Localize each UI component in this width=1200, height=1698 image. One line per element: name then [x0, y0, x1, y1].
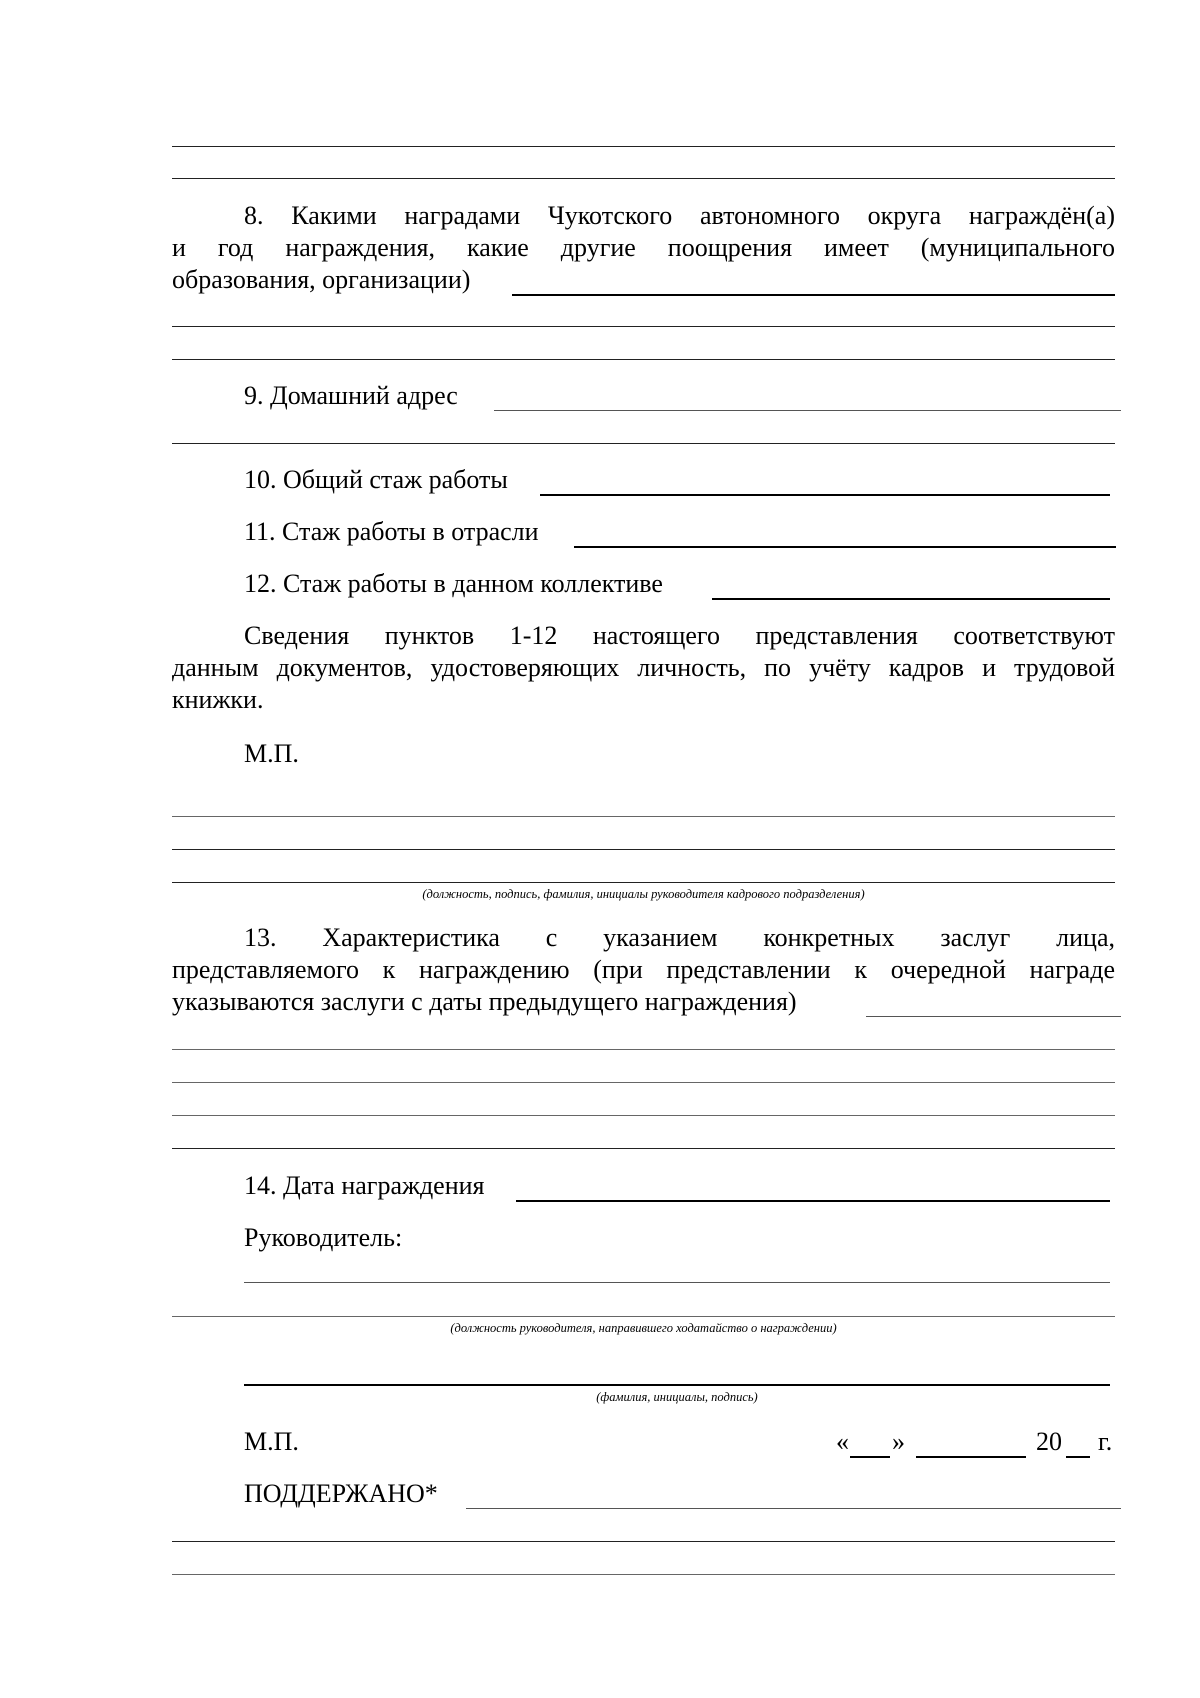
date-year-line[interactable] [1066, 1456, 1090, 1458]
supported-input-line[interactable] [466, 1508, 1121, 1509]
section-13-line-2: представляемого к награждению (при представлении к очередной награде [172, 955, 1115, 984]
section-13-blank-line[interactable] [172, 1115, 1115, 1116]
supported-blank-line[interactable] [172, 1574, 1115, 1575]
supported-blank-line[interactable] [172, 1541, 1115, 1542]
home-address-label: 9. Домашний адрес [244, 381, 458, 410]
section-13-blank-line[interactable] [172, 1082, 1115, 1083]
section-13-blank-line[interactable] [172, 1148, 1115, 1149]
head-position-line[interactable] [244, 1282, 1110, 1283]
award-date-input-line[interactable] [516, 1200, 1110, 1202]
section-8-line-2: и год награждения, какие другие поощрения имеет (муниципального [172, 233, 1115, 262]
section-13-line-1: 13. Характеристика с указанием конкретных заслуг лица, [244, 923, 1115, 952]
date-close-quote: » [892, 1427, 905, 1456]
hr-signature-line[interactable] [172, 849, 1115, 850]
supported-label: ПОДДЕРЖАНО* [244, 1479, 438, 1508]
total-experience-input-line[interactable] [540, 494, 1110, 496]
home-address-blank-line[interactable] [172, 443, 1115, 444]
stamp-place-2: М.П. [244, 1427, 299, 1456]
section-8-input-line[interactable] [512, 294, 1115, 296]
head-signature-caption: (фамилия, инициалы, подпись) [596, 1390, 758, 1404]
hr-signature-caption: (должность, подпись, фамилия, инициалы руководителя кадрового подразделения) [422, 887, 865, 901]
confirmation-line-1: Сведения пунктов 1-12 настоящего представления соответствуют [244, 621, 1115, 650]
industry-experience-input-line[interactable] [574, 546, 1116, 548]
confirmation-line-3: книжки. [172, 685, 264, 714]
stamp-place-1: М.П. [244, 739, 299, 768]
section-8-line-1: 8. Какими наградами Чукотского автономного округа награждён(а) [244, 201, 1115, 230]
total-experience-label: 10. Общий стаж работы [244, 465, 508, 494]
head-signature-line[interactable] [244, 1384, 1110, 1386]
section-13-blank-line[interactable] [172, 1049, 1115, 1050]
hr-signature-line[interactable] [172, 816, 1115, 817]
date-open-quote: « [836, 1427, 849, 1456]
team-experience-input-line[interactable] [712, 598, 1110, 600]
date-year-prefix: 20 [1036, 1427, 1062, 1456]
date-year-suffix: г. [1098, 1427, 1113, 1456]
section-8-blank-line[interactable] [172, 326, 1115, 327]
team-experience-label: 12. Стаж работы в данном коллективе [244, 569, 663, 598]
industry-experience-label: 11. Стаж работы в отрасли [244, 517, 539, 546]
section-8-line-3: образования, организации) [172, 265, 471, 294]
section-13-input-line[interactable] [866, 1016, 1121, 1017]
head-position-caption: (должность руководителя, направившего ходатайство о награждении) [450, 1321, 837, 1335]
blank-line[interactable] [172, 146, 1115, 147]
hr-signature-line[interactable] [172, 882, 1115, 883]
head-position-line[interactable] [172, 1316, 1115, 1317]
section-13-line-3: указываются заслуги с даты предыдущего награждения) [172, 987, 797, 1016]
award-date-label: 14. Дата награждения [244, 1171, 485, 1200]
head-label: Руководитель: [244, 1223, 403, 1252]
blank-line[interactable] [172, 178, 1115, 179]
section-8-blank-line[interactable] [172, 359, 1115, 360]
home-address-input-line[interactable] [494, 410, 1121, 411]
date-month-line[interactable] [916, 1456, 1026, 1458]
date-day-line[interactable] [850, 1456, 890, 1458]
confirmation-line-2: данным документов, удостоверяющих личность, по учёту кадров и трудовой [172, 653, 1115, 682]
